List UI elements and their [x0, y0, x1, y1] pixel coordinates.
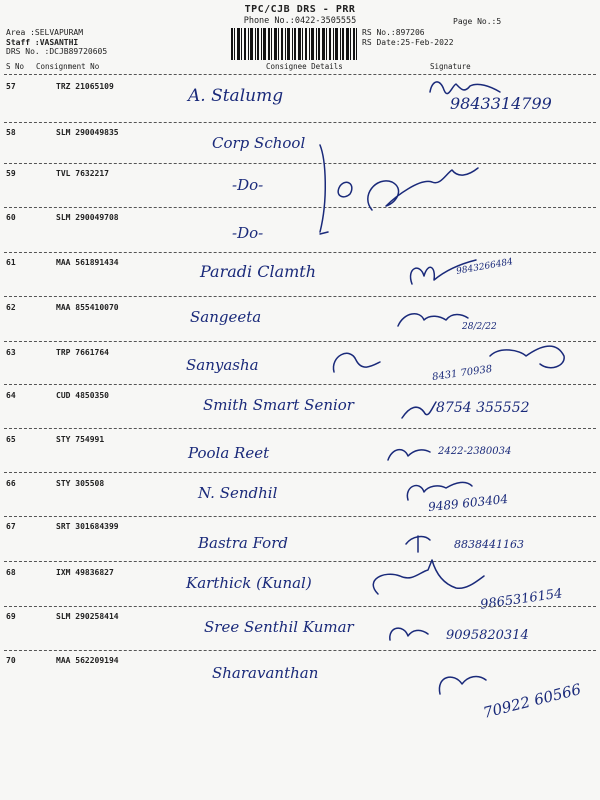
row-consignment: TRP 7661764: [56, 348, 109, 357]
header-divider: [4, 74, 596, 75]
row-divider: [4, 472, 596, 473]
col-details: Consignee Details: [266, 62, 343, 71]
signature-mark: [398, 314, 468, 326]
receiver-phone: 9095820314: [446, 628, 529, 643]
col-consignment: Consignment No: [36, 62, 100, 71]
col-signature: Signature: [430, 62, 471, 71]
row-consignment: IXM 49836827: [56, 568, 114, 577]
row-sno: 58: [6, 128, 16, 137]
row-sno: 65: [6, 435, 16, 444]
receiver-phone: 9865316154: [479, 586, 564, 613]
row-divider: [4, 252, 596, 253]
row-consignment: MAA 855410070: [56, 303, 119, 312]
row-consignment: MAA 561891434: [56, 258, 119, 267]
row-divider: [4, 428, 596, 429]
delivery-info: [6, 28, 107, 57]
drs-number: DRS No. :DCJB89720605: [6, 47, 108, 56]
row-consignment: TVL 7632217: [56, 169, 109, 178]
bracket-mark: [320, 232, 328, 234]
signature-mark: [402, 402, 436, 418]
row-divider: [4, 561, 596, 562]
receiver-phone: 8838441163: [454, 538, 524, 551]
consignee-name: -Do-: [232, 224, 264, 242]
signature-mark: [430, 82, 500, 94]
row-consignment: TRZ 21065109: [56, 82, 114, 91]
signature-mark: [333, 353, 380, 372]
row-consignment: SLM 290049708: [56, 213, 119, 222]
row-sno: 68: [6, 568, 16, 577]
barcode: [231, 28, 357, 60]
consignee-name: Poola Reet: [188, 444, 270, 462]
receiver-phone: 70922 60566: [481, 680, 583, 722]
receiver-phone: 9843266484: [455, 257, 514, 277]
row-sno: 64: [6, 391, 16, 400]
row-consignment: SLM 290049835: [56, 128, 119, 137]
row-divider: [4, 341, 596, 342]
col-sno: S No: [6, 62, 25, 71]
row-divider: [4, 384, 596, 385]
receiver-date: 28/2/22: [462, 322, 497, 332]
row-divider: [4, 296, 596, 297]
signature-mark: [388, 450, 430, 460]
consignee-name: Sanyasha: [186, 356, 259, 374]
row-sno: 60: [6, 213, 16, 222]
row-sno: 63: [6, 348, 16, 357]
row-sno: 67: [6, 522, 16, 531]
row-divider: [4, 122, 596, 123]
signature-mark: [373, 560, 484, 594]
phone-number: Phone No.:0422-3505555: [243, 16, 357, 26]
consignee-name: A. Stalumg: [188, 86, 284, 106]
consignee-name: Bastra Ford: [198, 534, 288, 552]
row-sno: 66: [6, 479, 16, 488]
receiver-phone: 9843314799: [450, 94, 552, 113]
area-label: Area :SELVAPURAM: [6, 28, 84, 37]
consignee-name: -Do-: [232, 176, 264, 194]
consignee-name: Corp School: [212, 134, 306, 152]
row-sno: 59: [6, 169, 16, 178]
rs-info: [362, 28, 454, 47]
consignee-name: Karthick (Kunal): [186, 574, 312, 592]
receiver-phone: 8431 70938: [431, 363, 493, 384]
receiver-phone: 8754 355552: [436, 400, 530, 416]
signature-mark: [490, 346, 564, 368]
row-sno: 70: [6, 656, 16, 665]
consignee-name: Sharavanthan: [212, 664, 319, 682]
row-consignment: MAA 562209194: [56, 656, 119, 665]
row-sno: 69: [6, 612, 16, 621]
row-divider: [4, 207, 596, 208]
signature-mark: [368, 168, 478, 210]
page-number: Page No.:5: [453, 17, 502, 26]
rs-number: RS No.:897206: [362, 28, 425, 37]
row-consignment: STY 305508: [56, 479, 105, 488]
staff-label: Staff :VASANTHI: [6, 37, 79, 47]
row-sno: 61: [6, 258, 16, 267]
circle-mark: [338, 182, 352, 197]
row-divider: [4, 650, 596, 651]
document-title: TPC/CJB DRS - PRR: [244, 4, 356, 15]
signature-mark: [406, 536, 430, 552]
row-divider: [4, 606, 596, 607]
consignee-name: Sree Senthil Kumar: [204, 618, 354, 636]
receiver-phone: 2422-2380034: [438, 446, 512, 457]
row-consignment: SLM 290258414: [56, 612, 119, 621]
row-sno: 62: [6, 303, 16, 312]
rs-date: RS Date:25-Feb-2022: [362, 37, 454, 47]
consignee-name: N. Sendhil: [198, 484, 278, 502]
row-consignment: STY 754991: [56, 435, 105, 444]
signature-mark: [390, 628, 428, 640]
row-consignment: SRT 301684399: [56, 522, 119, 531]
consignee-name: Paradi Clamth: [200, 262, 317, 281]
row-divider: [4, 516, 596, 517]
bracket-mark: [320, 145, 325, 232]
receiver-phone: 9489 603404: [427, 491, 509, 515]
consignee-name: Sangeeta: [190, 308, 262, 326]
signature-mark: [439, 677, 486, 694]
row-divider: [4, 163, 596, 164]
row-sno: 57: [6, 82, 16, 91]
consignee-name: Smith Smart Senior: [203, 396, 354, 414]
row-consignment: CUD 4850350: [56, 391, 109, 400]
